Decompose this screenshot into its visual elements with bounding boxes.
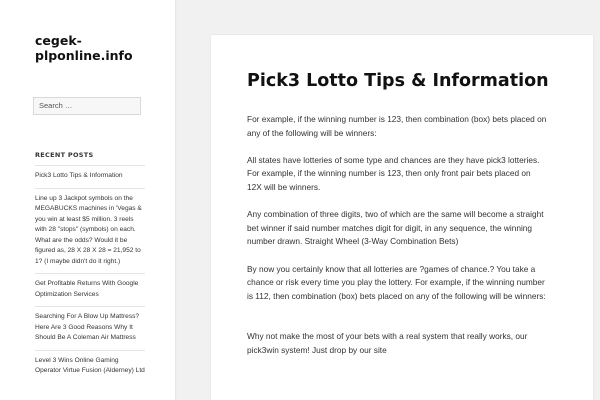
post-title: Pick3 Lotto Tips & Information — [247, 71, 549, 91]
site-title[interactable]: cegek-plponline.info — [35, 33, 133, 63]
list-item — [35, 273, 145, 306]
recent-post-link[interactable]: Get Profitable Returns With Google Optimization Services — [35, 280, 139, 298]
recent-posts-list — [35, 165, 145, 383]
list-item — [35, 350, 145, 383]
sidebar — [0, 0, 176, 400]
post-paragraph: Any combination of three digits, two of which are the same will become a straight bet winner if said number matches digit for digit, in any sequence, the winning number drawn. Straight Wheel (3-Way Combination Bets) — [247, 209, 544, 247]
list-item — [35, 165, 145, 188]
post-paragraph: Why not make the most of your bets with a real system that really works, our pick3win system! Just drop by our site — [247, 331, 528, 355]
post-article — [211, 35, 593, 400]
recent-post-link[interactable]: Pick3 Lotto Tips & Information — [35, 172, 123, 179]
post-paragraph: All states have lotteries of some type and chances are they have pick3 lotteries. For example, if the winning number is 123, then only front pair bets placed on 12X will be winners. — [247, 154, 540, 192]
list-item — [35, 188, 145, 274]
recent-post-link[interactable]: Searching For A Blow Up Mattress? Here Are 3 Good Reasons Why It Should Be A Coleman Air Mattress — [35, 313, 140, 341]
recent-posts-heading: RECENT POSTS — [35, 151, 94, 159]
post-paragraph: By now you certainly know that all lotteries are ?games of chance.? You take a chance or risk every time you play the lottery. For example, if the winning number is 112, then combination (box) bets placed on any of the following will be winners: — [247, 263, 546, 301]
recent-post-link[interactable]: Level 3 Wins Online Gaming Operator Virtue Fusion (Alderney) Ltd — [35, 356, 145, 374]
post-content — [247, 113, 547, 371]
list-item — [35, 306, 145, 350]
search-input[interactable]: Search … — [33, 97, 141, 115]
recent-post-link[interactable]: Line up 3 Jackpot symbols on the MEGABUCKS machines in 'Vegas & you win at least $5 million. 3 reels with 28 "stops" (symbols) on each. What are the odds? Would it be figured as, 28 X 28 X 28 = 21,952 to 1? (I maybe didn't do it right.) — [35, 194, 142, 265]
post-paragraph: For example, if the winning number is 123, then combination (box) bets placed on any of the following will be winners: — [247, 114, 547, 138]
